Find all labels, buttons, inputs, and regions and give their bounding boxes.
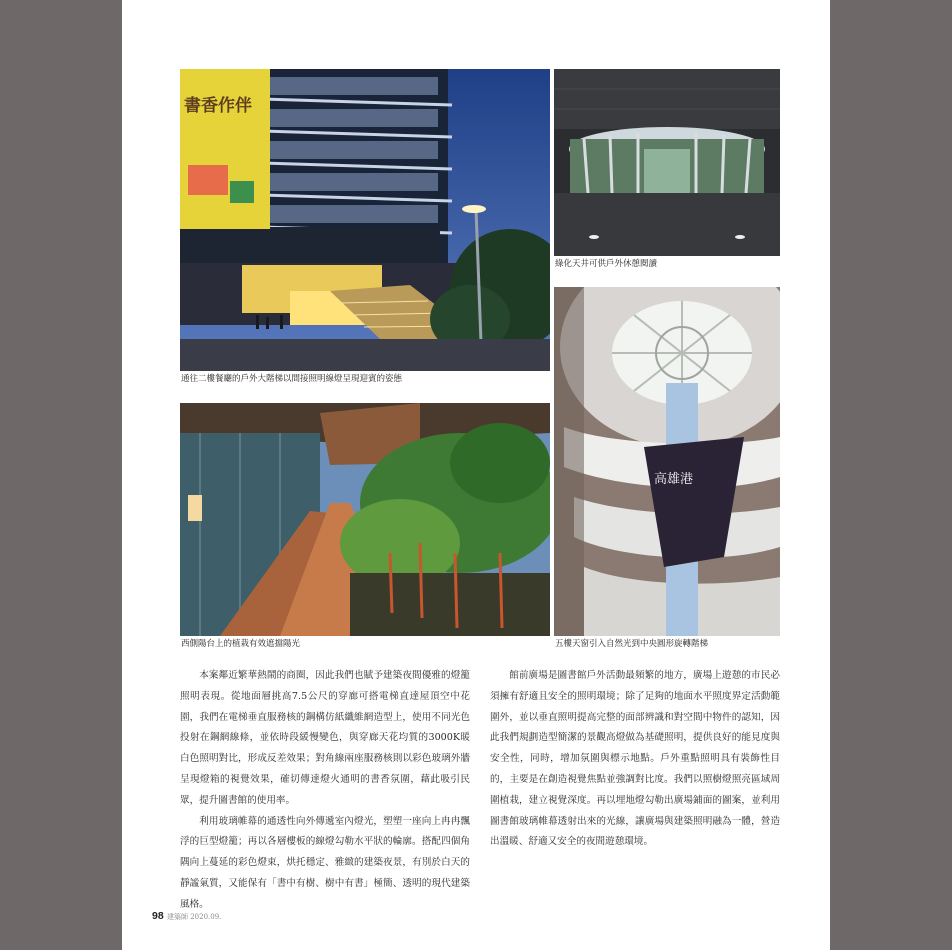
banner-text: 書香作伴 — [184, 96, 252, 116]
page-number: 98 — [152, 910, 164, 922]
library-exterior-photo — [180, 69, 550, 371]
article-right-column — [490, 666, 780, 853]
west-terrace-photo — [180, 403, 550, 636]
article-paragraph: 利用玻璃帷幕的通透性向外傳遞室內燈光，塑塑一座向上冉冉飄浮的巨型燈籠；再以各層樓板的線燈勾勒水平狀的輪廓。搭配四個角隅向上蔓延的彩色燈束，烘托穩定、雅緻的建築夜景，有別於白天的靜謐氣質，又能保有「書中有樹、樹中有書」極簡、透明的現代建築風格。 — [180, 815, 470, 910]
article-paragraph: 本案鄰近繁華熱鬧的商圈，因此我們也賦予建築夜間優雅的燈籠照明表現。從地面層挑高7.5公尺的穿廊可搭電梯直達屋頂空中花園，我們在電梯垂直服務核的鋼構仿紙纖維網造型上，使用不同光色投射在鋼網線條，並依時段緩慢變色，與穿廊天花均質的3000K暖白色照明對比，形成反差效果；對角線兩座服務核則以彩色玻璃外牆呈現燈箱的視覺效果，確切傳達燈火通明的書香氛圍，藉此吸引民眾，提升圖書館的使用率。 — [180, 670, 470, 806]
library-exterior-caption: 通往二樓餐廳的戶外大階梯以間接照明線燈呈現迎賓的姿態 — [181, 374, 403, 384]
skylight-atrium-photo — [554, 69, 780, 256]
spiral-stair-caption: 五樓天窗引入自然光到中央圓形旋轉階梯 — [555, 639, 709, 649]
skylight-atrium-caption: 綠化天井可供戶外休憩閱讀 — [555, 259, 658, 269]
article-left-column — [180, 666, 470, 916]
banner-text: 高雄港 — [654, 472, 694, 487]
magazine-source: 建築師 2020.09. — [167, 913, 222, 921]
article-paragraph: 館前廣場是圖書館戶外活動最頻繁的地方，廣場上遊憩的市民必須擁有舒適且安全的照明環境；除了足夠的地面水平照度界定活動範圍外，並以垂直照明提高完整的面部辨識和對空間中物件的認知，因此我們規劃造型簡潔的景觀高燈做為基礎照明，提供良好的能見度與安全性，同時，增加氛圍與標示地點。戶外重點照明具有裝飾性目的，主要是在創造視覺焦點並強調對比度。我們以照樹燈照亮區域周圍植栽，建立視覺深度。再以埋地燈勾勒出廣場鋪面的圖案，並利用圖書館玻璃帷幕透射出來的光線，讓廣場與建築照明融為一體，營造出溫暖、舒適又安全的夜間遊憩環境。 — [490, 670, 780, 848]
west-terrace-caption: 西側陽台上的植栽有效遮擋陽光 — [181, 639, 301, 649]
spiral-stair-photo — [554, 287, 780, 636]
